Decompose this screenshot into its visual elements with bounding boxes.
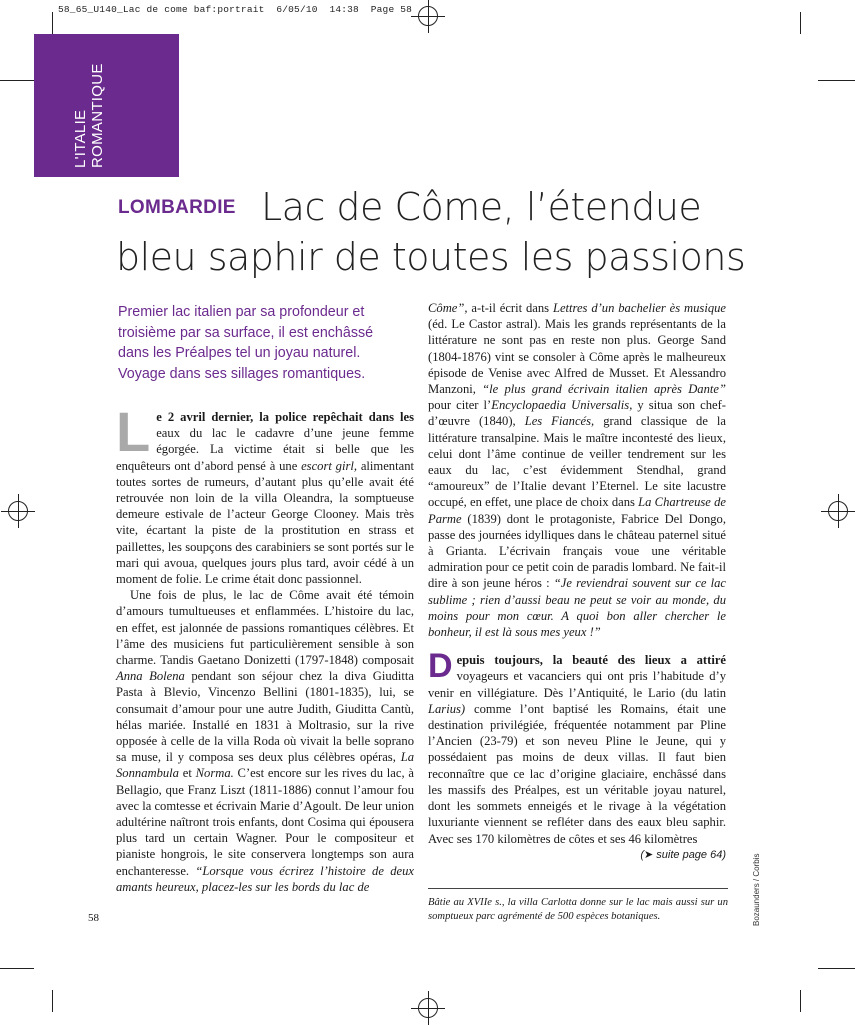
emphasis: La Chartreuse de Parme bbox=[428, 495, 726, 526]
emphasis: La Sonnambula bbox=[116, 750, 414, 781]
registration-mark-icon bbox=[418, 6, 438, 26]
crop-mark bbox=[0, 80, 34, 81]
emphasis: Anna Bolena bbox=[116, 669, 185, 684]
crop-mark bbox=[818, 968, 855, 969]
emphasis: “Lorsque vous écrirez l’histoire de deux amants heureux, placez-les sur les bords du lac de bbox=[116, 863, 414, 894]
continued-link[interactable]: (➤ suite page 64) bbox=[640, 848, 726, 861]
text: et bbox=[178, 766, 196, 781]
crop-mark bbox=[800, 990, 801, 1012]
lead-in: epuis toujours, la beauté des lieux a attiré bbox=[456, 653, 726, 668]
crop-mark bbox=[52, 990, 53, 1012]
crop-mark bbox=[818, 80, 855, 81]
kicker: LOMBARDIE bbox=[118, 197, 236, 218]
paragraph bbox=[428, 647, 726, 861]
emphasis: Lettres d’un bachelier ès musique bbox=[552, 301, 727, 315]
text: y situa son chef-d’œuvre (1840), bbox=[428, 398, 726, 429]
section-tab bbox=[34, 34, 179, 177]
lead-paragraph: Premier lac italien par sa profondeur et troisième par sa surface, il est enchâssé dans les Préalpes tel un joyau naturel. Voyage dans ses sillages romantiques. bbox=[118, 304, 374, 382]
text: pour citer l’ bbox=[428, 398, 492, 413]
emphasis: Côme”, bbox=[428, 301, 468, 315]
crop-mark bbox=[0, 968, 34, 969]
emphasis: “le plus grand écrivain italien après Dante” bbox=[482, 382, 726, 397]
column-right bbox=[428, 300, 726, 863]
article-title bbox=[116, 182, 756, 282]
paragraph bbox=[116, 587, 414, 895]
text: C’est encore sur les rives du lac, à Bellagio, que Franz Liszt (1811-1886) connut l’amour fou avec la comtesse et écrivain Marie d’Agoult. De leur union adultérine naîtront trois enfants, dont Cosima qui épousera plus tard un certain Wagner. Pour le compositeur et pianiste hongrois, le site conservera longtemps son aura enchanteresse. bbox=[116, 766, 415, 878]
page-number: 58 bbox=[88, 912, 99, 924]
text: comme l’ont baptisé les Romains, était une destination privilégiée, fréquentée notamment par Pline l’Ancien (23-79) et son neveu Pline le Jeune, qui y possédaient pas moins de deux villas. Il faut bien reconnaître que ce lac d’origine glaciaire, enchâssé dans les massifs des Préalpes, est un véritable joyau naturel, dont les sommets enneigés et le rivage à la végétation luxuriante viennent se refléter dans des eaux bleu saphir. Avec ses 170 kilomètres de côtes et ses 46 kilomètres bbox=[428, 701, 726, 846]
text: pendant son séjour chez la diva Giuditta Pasta à Blevio, Vincenzo Bellini (1801-1835), lui, se consumait d’amour pour une autre Judith, Giuditta Cantù, hélas mariée. Installé en 1831 à Moltrasio, sur la rive opposée à celle de la villa Roda où vivait la belle soprano sa muse, il y composa ses deux plus célèbres opéras, bbox=[116, 669, 415, 765]
section-label bbox=[72, 63, 106, 168]
lead-in: e 2 avril dernier, la police repêchait dans les bbox=[156, 410, 414, 424]
column-left bbox=[116, 400, 415, 895]
emphasis: Larius) bbox=[428, 701, 466, 716]
article-title-text: Lac de Côme, l’étendue bleu saphir de toutes les passions bbox=[116, 185, 746, 279]
paragraph bbox=[428, 300, 726, 640]
registration-mark-icon bbox=[828, 501, 848, 521]
registration-mark-icon bbox=[8, 501, 28, 521]
photo-credit: Bozaunders / Corbis bbox=[752, 853, 761, 926]
text: Une fois de plus, le lac de Côme avait été témoin d’amours tumultueuses et enflammées. L’histoire du lac, en effet, est jalonnée de passions romantiques célèbres. Et l’âme des musiciens fut particulièrement sensible à son charme. Tandis Gaetano Donizetti (1797-1848) composait bbox=[116, 588, 414, 668]
crop-mark bbox=[52, 12, 53, 34]
text: eaux du lac le cadavre d’une jeune femme égorgée. La victime était si belle que les enquêteurs ont d’abord pensé à une bbox=[116, 426, 414, 473]
emphasis: Encyclopaedia Universalis, bbox=[491, 398, 633, 413]
section-label-line1: L'ITALIE bbox=[72, 109, 89, 168]
text: a-t-il écrit dans bbox=[467, 301, 553, 315]
text: (éd. Le Castor astral). Mais les grands représentants de la littérature ne sont pas en reste non plus. George Sand (1804-1876) vint se consoler à Côme après le malheureux épisode de Venise avec Alfred de Musset. Et Alessandro Manzoni, bbox=[428, 317, 726, 397]
crop-mark bbox=[800, 12, 801, 34]
paragraph bbox=[116, 400, 414, 587]
caption-divider bbox=[428, 888, 728, 889]
text: voyageurs et vacanciers qui ont pris l’habitude d’y venir en villégiature. Dès l’Antiquité, le Lario (du latin bbox=[428, 669, 726, 700]
emphasis: escort girl, bbox=[301, 458, 358, 473]
text: grand classique de la littérature transalpine. Mais le maître incontesté des lieux, celui dont l’âme continue de veiller tendrement sur les eaux du lac, c’est évidemment Stendhal, grand “amoureux” de l’Italie devant l’Eternel. Le site lacustre occupé, en effet, une place de choix dans bbox=[428, 414, 727, 510]
section-label-line2: ROMANTIQUE bbox=[89, 63, 106, 168]
emphasis: Norma. bbox=[195, 766, 234, 781]
text: alimentant toutes sortes de rumeurs, d’autant plus qu’elle avait été retrouvée non loin de la villa Oleandra, la somptueuse demeure estivale de l’acteur George Clooney. Mais très vite, écartant la piste de la prostitution en strass et paillettes, les soupçons des carabiniers se sont portés sur le mari qui avoua, quelques jours plus tard, avoir cédé à un moment de folie. Le crime était donc passionnel. bbox=[116, 458, 414, 587]
quote: “Je reviendrai souvent sur ce lac sublime ; rien d’aussi beau ne peut se voir au monde, du moins pour mon cœur. A quoi bon aller chercher le bonheur, il est là sous mes yeux !” bbox=[428, 576, 726, 640]
dropcap: L bbox=[116, 400, 151, 463]
print-slug: 58_65_U140_Lac de come baf:portrait 6/05/10 14:38 Page 58 bbox=[58, 4, 413, 15]
dropcap: D bbox=[428, 647, 453, 686]
registration-mark-icon bbox=[418, 998, 438, 1018]
text: (1839) dont le protagoniste, Fabrice Del Dongo, passe des journées idylliques dans le château paternel situé à Grianta. L’écrivain français voue une véritable admiration pour ce petit coin de paradis lombard. Ne fait-il dire à son jeune héros : bbox=[428, 511, 726, 591]
photo-caption: Bâtie au XVIIe s., la villa Carlotta donne sur le lac mais aussi sur un somptueux parc agrémenté de 500 espèces botaniques. bbox=[428, 897, 728, 922]
emphasis: Les Fiancés, bbox=[524, 414, 595, 429]
